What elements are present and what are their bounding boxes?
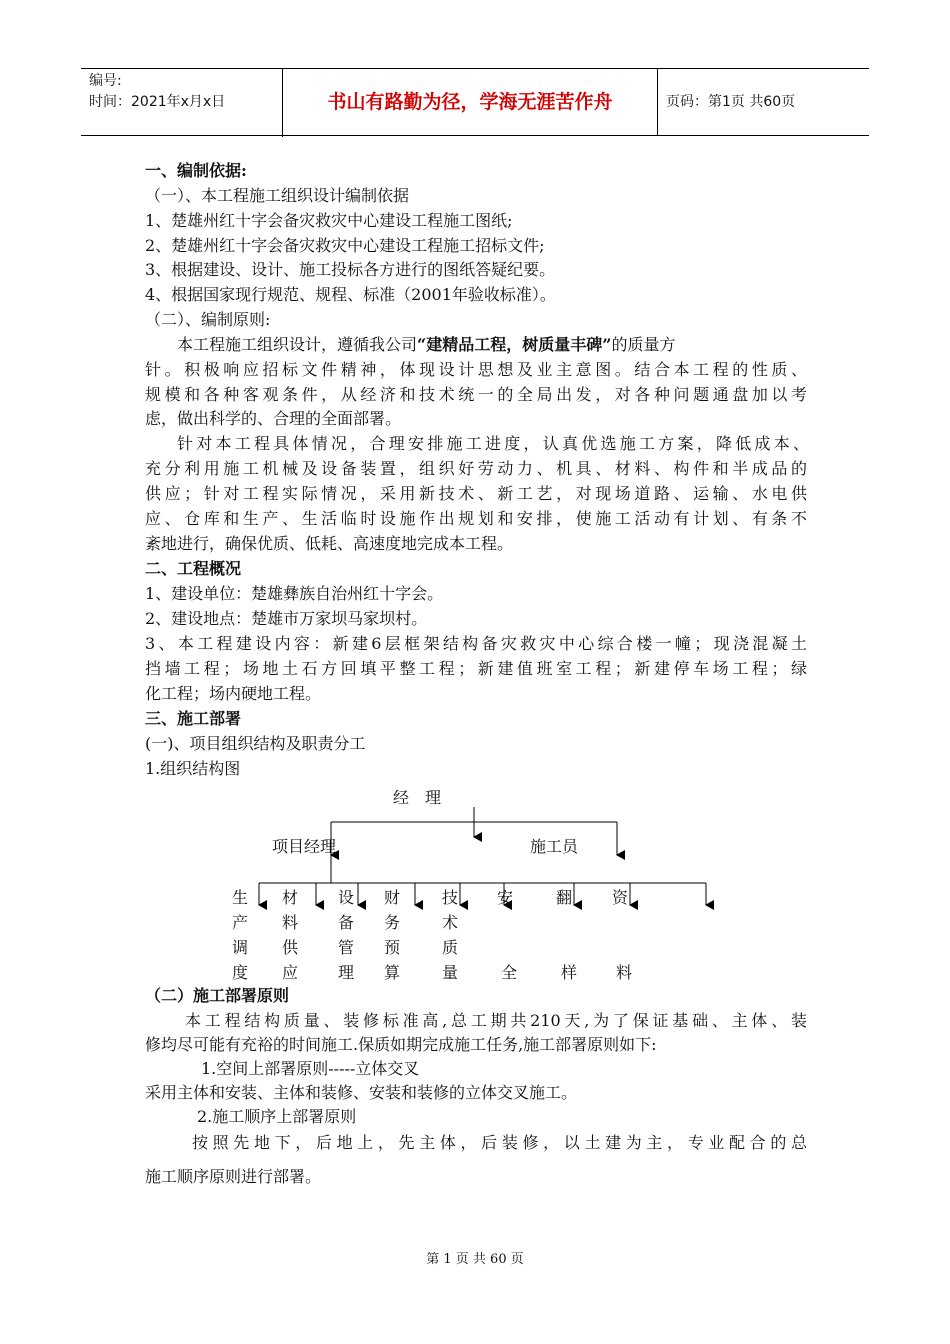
org-dept-char: 量	[442, 963, 459, 982]
section-3-sub2-title: （二）施工部署原则	[145, 986, 290, 1005]
org-node-construction-worker: 施工员	[530, 837, 579, 856]
company-slogan: “建精品工程，树质量丰碑”	[417, 335, 612, 354]
principle-1-title: 1.空间上部署原则-----立体交叉	[201, 1059, 420, 1078]
org-dept-char: 产	[232, 913, 249, 932]
org-node-manager: 经 理	[393, 788, 442, 807]
paragraph-line: 规模和各种客观条件，从经济和技术统一的全局出发，对各种问题通盘加以考	[145, 385, 807, 404]
principle-text: 本工程施工组织设计，遵循我公司	[177, 335, 418, 354]
org-dept-char: 预	[384, 938, 401, 957]
org-node-project-manager: 项目经理	[272, 837, 337, 856]
paragraph-line: 应、仓库和生产、生活临时设施作出规划和安排，使施工活动有计划、有条不	[145, 509, 807, 528]
header-motto: 书山有路勤为径，学海无涯苦作舟	[283, 69, 658, 135]
page-footer: 第 1 页 共 60 页	[426, 1252, 524, 1267]
org-chart-title: 1.组织结构图	[145, 759, 241, 778]
overview-line: 化工程；场内硬地工程。	[145, 684, 322, 703]
org-dept-char: 术	[442, 913, 459, 932]
section-3-title: 三、施工部署	[145, 709, 242, 728]
basis-item: 4、根据国家现行规范、规程、标准（2001年验收标准）。	[145, 285, 556, 304]
org-dept-char: 全	[501, 963, 518, 982]
paragraph-line: 充分利用施工机械及设备装置，组织好劳动力、机具、材料、构件和半成品的	[145, 459, 807, 478]
section-1-sub1-title: （一）、本工程施工组织设计编制依据	[145, 186, 410, 205]
basis-item: 3、根据建设、设计、施工投标各方进行的图纸答疑纪要。	[145, 260, 556, 279]
org-dept-char: 应	[282, 963, 299, 982]
org-dept-char: 务	[384, 913, 401, 932]
org-dept-char: 样	[561, 963, 578, 982]
org-dept-char: 资	[612, 888, 629, 907]
org-dept-char: 供	[282, 938, 299, 957]
org-dept-char: 生	[232, 888, 249, 907]
org-dept-char: 备	[338, 913, 355, 932]
org-dept-char: 料	[282, 913, 299, 932]
org-dept-char: 调	[232, 938, 249, 957]
org-dept-char: 度	[232, 963, 249, 982]
doc-time-label: 时间：2021年x月x日	[89, 94, 226, 110]
org-dept-char: 管	[338, 938, 355, 957]
org-dept-char: 技	[442, 888, 459, 907]
org-dept-char: 设	[338, 888, 355, 907]
principle-1-text: 采用主体和安装、主体和装修、安装和装修的立体交叉施工。	[145, 1083, 578, 1102]
section-1-title: 一、编制依据:	[145, 161, 247, 180]
org-dept-char: 算	[384, 963, 401, 982]
paragraph-line: 紊地进行，确保优质、低耗、高速度地完成本工程。	[145, 534, 514, 553]
org-dept-char: 材	[282, 888, 299, 907]
overview-line: 1、建设单位：楚雄彝族自治州红十字会。	[145, 584, 444, 603]
basis-item: 2、楚雄州红十字会备灾救灾中心建设工程施工招标文件;	[145, 236, 545, 255]
paragraph-line: 按照先地下，后地上，先主体，后装修，以土建为主，专业配合的总	[192, 1133, 807, 1152]
org-dept-char: 质	[442, 938, 459, 957]
paragraph-line: 供应；针对工程实际情况，采用新技术、新工艺，对现场道路、运输、水电供	[145, 484, 807, 503]
overview-line: 3、本工程建设内容：新建6层框架结构备灾救灾中心综合楼一幢；现浇混凝土	[145, 634, 807, 653]
org-dept-char: 安	[497, 888, 514, 907]
org-dept-char: 财	[384, 888, 401, 907]
org-dept-char: 翻	[556, 888, 573, 907]
paragraph-line: 针对本工程具体情况，合理安排施工进度，认真优选施工方案，降低成本、	[177, 434, 809, 453]
doc-number-label: 编号:	[89, 73, 122, 89]
header-page-label: 页码：第1页 共60页	[666, 94, 796, 110]
paragraph-line: 修均尽可能有充裕的时间施工.保质如期完成施工任务,施工部署原则如下:	[145, 1035, 657, 1054]
section-1-sub2-title: （二）、编制原则:	[145, 310, 271, 329]
overview-line: 2、建设地点：楚雄市万家坝马家坝村。	[145, 609, 428, 628]
paragraph-line: 针。积极响应招标文件精神，体现设计思想及业主意图。结合本工程的性质、	[145, 360, 807, 379]
paragraph-line: 本工程结构质量、装修标准高,总工期共210天,为了保证基础、主体、装	[185, 1011, 807, 1030]
principle-text: 的质量方	[611, 335, 676, 354]
org-dept-char: 理	[338, 963, 355, 982]
section-2-title: 二、工程概况	[145, 559, 242, 578]
principle-2-title: 2.施工顺序上部署原则	[197, 1107, 357, 1126]
org-dept-char: 料	[616, 963, 633, 982]
basis-item: 1、楚雄州红十字会备灾救灾中心建设工程施工图纸;	[145, 211, 513, 230]
section-3-sub1-title: (一)、项目组织结构及职责分工	[145, 734, 366, 753]
paragraph-line: 虑，做出科学的、合理的全面部署。	[145, 409, 402, 428]
paragraph-line: 施工顺序原则进行部署。	[145, 1167, 322, 1186]
overview-line: 挡墙工程；场地土石方回填平整工程；新建值班室工程；新建停车场工程；绿	[145, 659, 807, 678]
